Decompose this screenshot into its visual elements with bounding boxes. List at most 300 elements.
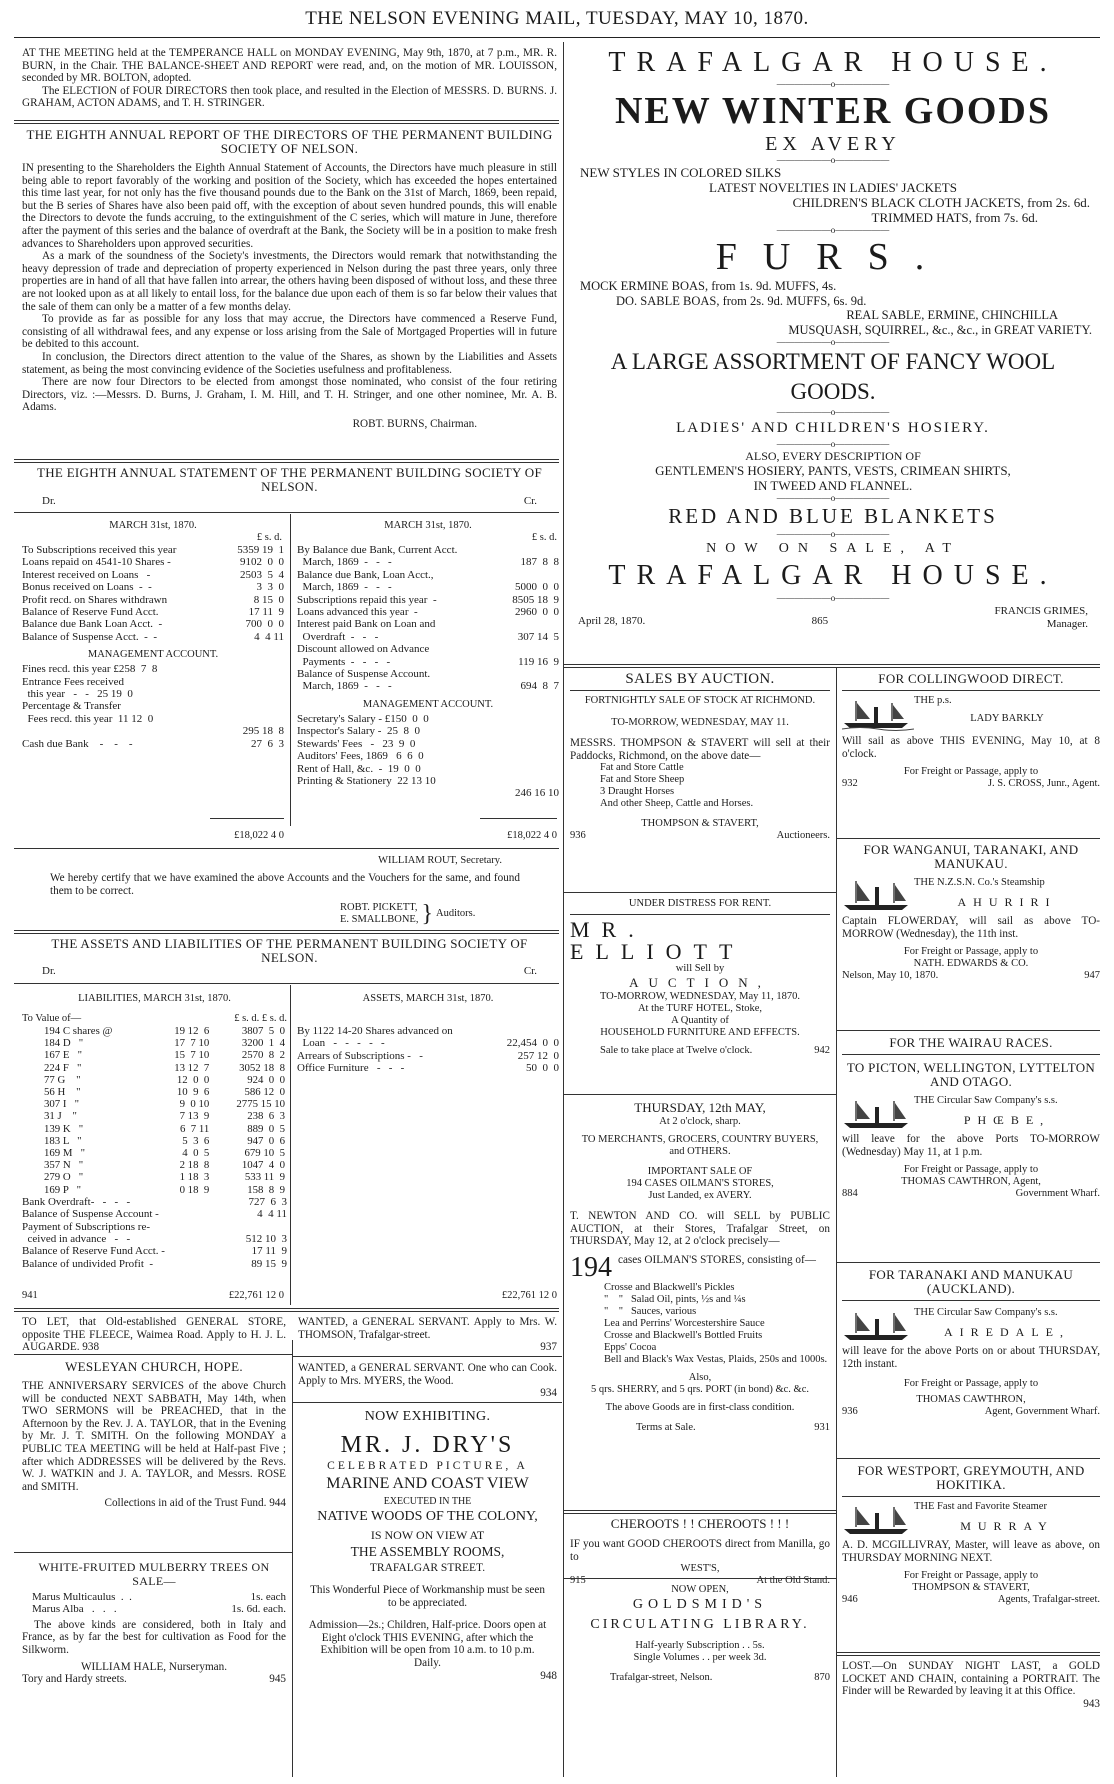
- trafalgar-date: April 28, 1870.: [578, 615, 646, 627]
- distress-sell: will Sell by: [675, 963, 725, 974]
- mulberry-num: 945: [269, 1673, 286, 1686]
- thursday-cond: The above Goods are in first-class condition.: [605, 1401, 795, 1413]
- ledger-label: Auditors' Fees, 1869 6 6 0: [297, 750, 424, 763]
- winter-line-2: LATEST NOVELTIES IN LADIES' JACKETS: [709, 180, 957, 195]
- distress-mr: MR. ELLIOTT: [570, 917, 745, 964]
- distress-ad: [570, 898, 830, 1057]
- wesleyan-foot: Collections in aid of the Trust Fund. 944: [104, 1497, 286, 1510]
- list-item: Bell and Black's Wax Vestas, Plaids, 250s and 1000s.: [604, 1353, 828, 1365]
- ledger-row: [22, 738, 284, 750]
- rule: [14, 1354, 292, 1355]
- shares-cell: 1047 4 0: [241, 1159, 285, 1172]
- meeting-text: AT THE MEETING held at the TEMPERANCE HALL on MONDAY EVENING, May 9th, 1870, at 7 p.m., MR. R. BURN, in the Chair. THE BALANCE-SHEET AND REPORT were read, and, on the motion of MR. LOUISSON, seconded by MR. BOLTON, adopted.: [22, 47, 557, 85]
- wesleyan-head: WESLEYAN CHURCH, HOPE.: [65, 1359, 243, 1374]
- shares-cell: 224 F ": [44, 1061, 82, 1074]
- shares-cell: 12 0 0: [176, 1073, 210, 1086]
- distress-when: TO-MORROW, WEDNESDAY, May 11, 1870.: [599, 991, 801, 1002]
- ledger-row: [22, 713, 284, 725]
- assets: [297, 993, 559, 1075]
- winter-goods: NEW WINTER GOODS: [614, 90, 1052, 132]
- auctioneers: Auctioneers.: [776, 830, 830, 842]
- distress-house: HOUSEHOLD FURNITURE AND EFFECTS.: [600, 1027, 800, 1038]
- wanted-ad-1: [298, 1316, 557, 1354]
- trafalgar-num: 865: [811, 615, 829, 627]
- ledger-amount: 2960 0 0: [515, 606, 559, 619]
- winter-line-1: NEW STYLES IN COLORED SILKS: [580, 165, 782, 180]
- shares-cell: 924 0 0: [247, 1073, 285, 1086]
- rule: [480, 818, 557, 819]
- shares-row: [22, 1086, 287, 1098]
- ledger-label: Balance of Reserve Fund Acct. -: [22, 1245, 165, 1258]
- collingwood-head: FOR COLLINGWOOD DIRECT.: [878, 671, 1064, 686]
- ledger-label: Rent of Hall, &c. - 19 0 0: [297, 762, 421, 775]
- steamer-icon: [842, 695, 914, 731]
- shares-cell: 169 P ": [44, 1183, 82, 1196]
- taranaki-ad: [842, 1268, 1100, 1418]
- rule: [210, 818, 284, 819]
- exhibit-exec: EXECUTED IN THE: [383, 1496, 472, 1507]
- ledger-amount: 4 4 11: [257, 1208, 287, 1221]
- exhibit-native: NATIVE WOODS OF THE COLONY,: [317, 1509, 538, 1524]
- ledger-row: [22, 544, 284, 556]
- statement-left-total: £18,022 4 0: [234, 830, 284, 841]
- shares-cell: 194 C shares @: [44, 1025, 113, 1037]
- thursday-landed: Just Landed, ex AVERY.: [648, 1190, 752, 1201]
- assets-head: ASSETS, MARCH 31st, 1870.: [362, 993, 494, 1004]
- collingwood-ad: [842, 672, 1100, 790]
- taranaki-text: will leave for the above Ports on or about THURSDAY, 12th instant.: [842, 1345, 1100, 1370]
- westport-name: MURRAY: [960, 1519, 1054, 1533]
- gents-hosiery: GENTLEMEN'S HOSIERY, PANTS, VESTS, CRIMEAN SHIRTS,: [655, 463, 1011, 478]
- liabilities-total: £22,761 12 0: [228, 1290, 284, 1301]
- ledger-label: March, 1869 - - -: [297, 680, 392, 693]
- exhibit-num: 948: [540, 1669, 557, 1682]
- statement-left: [22, 520, 284, 750]
- shares-cell: 0 18 9: [179, 1183, 210, 1196]
- report-p2: As a mark of the soundness of the Society's investments, the Directors would remark that notwithstanding the heavy depression of trade and depreciation of property experienced in Nelson during the past three years, only three properties are in hand of all that have fallen into arrear, the others having been disposed of without loss, and these three are not looked upon as at all likely to entail loss, for the balance due upon each of them is so far below their values that the sale of them can only be a matter of a few months delay.: [22, 250, 557, 313]
- rule: [14, 512, 559, 513]
- shares-row: [22, 1123, 287, 1135]
- ledger-amount: 2503 5 4: [240, 568, 284, 581]
- trafalgar-title: TRAFALGAR HOUSE.: [608, 47, 1058, 78]
- ledger-label: By 1122 14-20 Shares advanced on: [297, 1025, 453, 1037]
- shares-cell: 56 H ": [44, 1086, 81, 1099]
- ledger-row: [22, 1245, 287, 1257]
- wanganui-agent: NATH. EDWARDS & CO.: [913, 958, 1029, 970]
- ledger-amount: 5000 0 0: [515, 581, 559, 594]
- ledger-amount: 3 3 0: [256, 581, 284, 594]
- wanganui-date: Nelson, May 10, 1870.: [842, 970, 939, 982]
- ledger-row: [297, 569, 559, 581]
- mulberry-text: The above kinds are considered, both in Italy and France, as by far the best for cultivation as Food for the Silkworm.: [22, 1618, 286, 1656]
- ledger-label: Inspector's Salary - 25 8 0: [297, 725, 420, 738]
- ledger-label: Subscriptions repaid this year -: [297, 593, 437, 606]
- shares-cell: 6 7 11: [179, 1122, 210, 1135]
- ledger-label: Fees recd. this year 11 12 0: [22, 712, 154, 725]
- ledger-label: Balance of Suspense Account -: [22, 1208, 159, 1221]
- tweed-flannel: IN TWEED AND FLANNEL.: [753, 478, 913, 493]
- cheroots-wests: WEST'S,: [680, 1563, 720, 1575]
- ledger-row: [22, 1258, 287, 1270]
- colling-ps: THE p.s.: [914, 695, 952, 706]
- list-item: Crosse and Blackwell's Bottled Fruits: [604, 1329, 763, 1341]
- ledger-label: Fines recd. this year £258 7 8: [22, 663, 158, 676]
- ledger-amount: 512 10 3: [245, 1233, 287, 1246]
- thursday-time: At 2 o'clock, sharp.: [659, 1116, 741, 1127]
- rule: [563, 1094, 836, 1095]
- hosiery: LADIES' AND CHILDREN'S HOSIERY.: [676, 420, 990, 436]
- also-every: ALSO, EVERY DESCRIPTION OF: [745, 449, 921, 463]
- shares-cell: 3807 5 0: [241, 1025, 285, 1037]
- colling-num: 932: [842, 778, 858, 790]
- auditors-label: Auditors.: [436, 908, 476, 919]
- lsd-head: £ s. d.: [256, 532, 282, 543]
- furs-line-1: MOCK ERMINE BOAS, from 1s. 9d. MUFFS, 4s.: [580, 279, 837, 293]
- shares-cell: 947 0 6: [247, 1134, 285, 1147]
- exhibit-wonder: This Wonderful Piece of Workmanship must be seen to be appreciated.: [310, 1584, 545, 1609]
- distress-at: At the TURF HOTEL, Stoke,: [637, 1003, 763, 1014]
- auditors: ROBT. PICKETT, E. SMALLBONE, } Auditors.: [340, 901, 476, 927]
- ledger-amount: 89 15 9: [251, 1257, 287, 1270]
- shares-row: [22, 1147, 287, 1159]
- ledger-label: Profit recd. on Shares withdrawn: [22, 593, 168, 606]
- shares-row: [22, 1037, 287, 1049]
- furs-title: FURS.: [715, 236, 951, 278]
- ledger-row: [297, 775, 559, 787]
- ledger-row: [297, 581, 559, 593]
- shares-cell: 2 18 8: [179, 1159, 210, 1172]
- secretary: WILLIAM ROUT, Secretary.: [378, 855, 502, 866]
- westport-head: FOR WESTPORT, GREYMOUTH, AND HOKITIKA.: [857, 1463, 1085, 1492]
- thursday-num: 931: [814, 1421, 830, 1433]
- wesleyan-text: THE ANNIVERSARY SERVICES of the above Church will be conducted NEXT SABBATH, May 14th, when TWO SERMONS will be PREACHED, that in the Afternoon by the Rev. J. A. TAYLOR, that in the Evening by Mr. J. T. SMITH. On the following MONDAY a PUBLIC TEA MEETING will be held at Half-past Five ; after which ADDRESSES will be delivered by the Revs. W. J. WATKIN and J. A. TAYLOR, and Messrs. ROSE and SMITH.: [22, 1380, 286, 1493]
- ledger-label: Secretary's Salary - £150 0 0: [297, 712, 429, 725]
- ledger-row: [297, 618, 559, 630]
- distress-auction: AUCTION,: [629, 975, 771, 990]
- cheroots-num: 915: [570, 1575, 586, 1587]
- ledger-label: Interest paid Bank on Loan and: [297, 618, 436, 631]
- ornament: ——————o——————: [776, 155, 890, 165]
- list-item: Fat and Store Cattle: [600, 762, 684, 774]
- westport-freight: For Freight or Passage, apply to: [903, 1570, 1039, 1582]
- ornament: ——————o——————: [776, 79, 890, 89]
- ledger-row: [297, 656, 559, 668]
- ledger-label: By Balance due Bank, Current Acct.: [297, 544, 458, 556]
- list-item: And other Sheep, Cattle and Horses.: [600, 798, 754, 810]
- ledger-amount: 295 18 8: [242, 725, 284, 738]
- ledger-label: ceived in advance - -: [22, 1233, 131, 1246]
- ledger-label: Discount allowed on Advance: [297, 643, 430, 656]
- rule: [563, 1578, 836, 1579]
- statement-dr: Dr.: [42, 495, 56, 507]
- ledger-row: [22, 1221, 287, 1233]
- statement-left-head: MARCH 31st, 1870.: [109, 520, 197, 531]
- ledger-label: March, 1869 - - -: [297, 556, 392, 569]
- ledger-label: Bank Overdraft- - - -: [22, 1195, 131, 1208]
- ledger-row: [297, 668, 559, 680]
- ledger-label: Loans repaid on 4541-10 Shares -: [22, 556, 171, 569]
- auction-num: 936: [570, 830, 586, 842]
- taranaki-freight: For Freight or Passage, apply to: [903, 1378, 1039, 1390]
- ledger-label: Bonus received on Loans - -: [22, 581, 152, 594]
- report-p1: IN presenting to the Shareholders the Eighth Annual Statement of Accounts, the Directors have much pleasure in still being able to report favorably of the working and position of the Society, which has exceeded the hopes entertained this time last year, for not only has the five thousand pounds due to the Bank on the 31st of March, 1869, been repaid, but the B series of Shares have also been paid off, with the exception of about seven hundred pounds, this will enable the Directors to devote the funds accruing, to the extinguishment of the C series, which will mature in June, therefore after the payment of this series and the balance of overdraft at the Bank, the Society will be in a position to make fresh advances to Shareholders upon approved securities.: [22, 162, 557, 250]
- thursday-also: Also,: [688, 1371, 712, 1383]
- shares-cell: 279 O ": [44, 1171, 84, 1184]
- assets-title: THE ASSETS AND LIABILITIES OF THE PERMANENT BUILDING SOCIETY OF NELSON.: [51, 936, 528, 965]
- ledger-label: Balance of Suspense Acct. - -: [22, 630, 158, 643]
- wanganui-freight: For Freight or Passage, apply to: [903, 946, 1039, 958]
- wanganui-ship: THE N.Z.S.N. Co.'s Steamship: [914, 877, 1045, 888]
- ledger-row: [22, 556, 284, 568]
- library-num: 870: [814, 1672, 830, 1683]
- ledger-label: Percentage & Transfer: [22, 700, 121, 713]
- shares-cell: 533 11 9: [244, 1171, 285, 1184]
- rule: [14, 1552, 292, 1553]
- ledger-amount: 694 8 7: [520, 680, 559, 693]
- taranaki-ship: THE Circular Saw Company's s.s.: [914, 1307, 1058, 1318]
- liabilities-head: LIABILITIES, MARCH 31st, 1870.: [78, 993, 231, 1004]
- ledger-row: [22, 594, 284, 606]
- ledger-label: Stewards' Fees - 23 9 0: [297, 737, 416, 750]
- thursday-cases-2: cases OILMAN'S STORES, consisting of—: [618, 1253, 816, 1266]
- wanted-1-text: WANTED, a GENERAL SERVANT. Apply to Mrs. W. THOMSON, Trafalgar-street.: [298, 1316, 557, 1341]
- now-on-sale: NOW ON SALE, AT: [706, 541, 960, 556]
- colling-name: LADY BARKLY: [970, 713, 1044, 724]
- ledger-row: [297, 556, 559, 568]
- column-divider: [836, 668, 837, 1777]
- mulberry-addr: Tory and Hardy streets.: [22, 1673, 127, 1686]
- list-item: Fat and Store Sheep: [600, 774, 685, 786]
- westport-text: A. D. MCGILLIVRAY, Master, will leave as above, on THURSDAY MORNING NEXT.: [842, 1539, 1100, 1564]
- colling-freight: For Freight or Passage, apply to: [903, 766, 1039, 778]
- ledger-amount: 700 0 0: [245, 618, 284, 631]
- ledger-row: [22, 606, 284, 618]
- ledger-row: [297, 544, 559, 556]
- ledger-label: March, 1869 - - -: [297, 581, 392, 594]
- ornament: ——————o——————: [776, 493, 890, 503]
- exhibit-celeb: CELEBRATED PICTURE, A: [327, 1460, 528, 1472]
- ledger-amount: 1s. each: [250, 1591, 286, 1603]
- rule: [292, 1356, 562, 1357]
- ledger-amount: 9102 0 0: [240, 556, 284, 569]
- report-title: THE EIGHTH ANNUAL REPORT OF THE DIRECTORS OF THE PERMANENT BUILDING SOCIETY OF NELSON.: [26, 127, 553, 156]
- list-item: 3 Draught Horses: [600, 786, 675, 798]
- westport-num: 946: [842, 1594, 858, 1606]
- column-divider: [563, 42, 564, 1777]
- winter-line-3: CHILDREN'S BLACK CLOTH JACKETS, from 2s. 6d.: [792, 195, 1090, 210]
- thursday-ad: [570, 1100, 830, 1434]
- wanganui-text: Captain FLOWERDAY, will sail as above TO-MORROW (Wednesday), the 11th inst.: [842, 915, 1100, 940]
- ledger-label: Arrears of Subscriptions - -: [297, 1049, 423, 1062]
- ledger-amount: 8505 18 9: [512, 593, 559, 606]
- rule: [563, 664, 1100, 668]
- ledger-row: [297, 606, 559, 618]
- shares-row: [22, 1159, 287, 1171]
- auction-messrs: MESSRS. THOMPSON & STAVERT will sell at their Paddocks, Richmond, on the above date—: [570, 737, 830, 762]
- liabilities: [22, 993, 287, 1270]
- ledger-label: Balance due Bank Loan Acct. -: [22, 618, 163, 631]
- ledger-label: Office Furniture - - -: [297, 1062, 405, 1075]
- rule: [836, 1458, 1100, 1459]
- library-street: Trafalgar-street, Nelson.: [610, 1672, 713, 1683]
- ledger-row: [297, 750, 559, 762]
- ledger-row: [32, 1603, 286, 1615]
- shares-cell: 307 I ": [44, 1098, 79, 1111]
- ledger-row: [22, 1208, 287, 1220]
- ledger-row: [32, 1591, 286, 1603]
- taranaki-wharf: Agent, Government Wharf.: [984, 1406, 1100, 1418]
- assets-cr: Cr.: [523, 965, 537, 977]
- ledger-amount: 4 4 11: [254, 630, 284, 643]
- mulberry-head: WHITE-FRUITED MULBERRY TREES ON SALE—: [38, 1560, 270, 1588]
- list-item: " " Salad Oil, pints, ½s and ¼s: [604, 1293, 746, 1305]
- wairau-ad: [842, 1036, 1100, 1200]
- winter-line-4: TRIMMED HATS, from 7s. 6d.: [871, 210, 1038, 225]
- ledger-amount: 119 16 9: [518, 655, 559, 668]
- shares-table: [22, 1025, 287, 1196]
- shares-cell: 3200 1 4: [241, 1037, 285, 1050]
- steamer-icon: [842, 1501, 914, 1537]
- ledger-row: [22, 700, 284, 712]
- mulberry-sign: WILLIAM HALE, Nurseryman.: [80, 1660, 228, 1673]
- steamship-icon: [842, 1095, 914, 1131]
- auditor-1: ROBT. PICKETT,: [340, 902, 418, 913]
- thursday-imp: IMPORTANT SALE OF: [647, 1166, 753, 1177]
- shares-row: [22, 1098, 287, 1110]
- wanted-2-text: WANTED, a GENERAL SERVANT. One who can Cook. Apply to Mrs. MYERS, the Wood.: [298, 1362, 557, 1387]
- shares-cell: 169 M ": [44, 1147, 85, 1160]
- ornament: ——————o——————: [776, 225, 890, 235]
- wairau-num: 884: [842, 1188, 858, 1200]
- ledger-label: Balance of Reserve Fund Acct.: [22, 606, 159, 619]
- ledger-amount: 246 16 10: [515, 787, 559, 800]
- auction-tomorrow: TO-MORROW, WEDNESDAY, MAY 11.: [611, 717, 789, 728]
- trafalgar-title-2: TRAFALGAR HOUSE.: [608, 560, 1058, 591]
- ledger-label: Marus Alba . . .: [32, 1603, 117, 1616]
- rule: [14, 848, 559, 849]
- thursday-head: THURSDAY, 12th MAY,: [634, 1100, 766, 1115]
- distress-qty: A Quantity of: [671, 1015, 729, 1026]
- list-item: Crosse and Blackwell's Pickles: [604, 1281, 735, 1293]
- assets-total: £22,761 12 0: [501, 1290, 557, 1301]
- blankets: RED AND BLUE BLANKETS: [668, 504, 998, 528]
- shares-cell: 10 9 6: [176, 1086, 210, 1099]
- shares-cell: 77 G ": [44, 1073, 81, 1086]
- westport-agent: THOMPSON & STAVERT,: [912, 1582, 1030, 1594]
- table-divider: [290, 985, 291, 1305]
- distress-head: UNDER DISTRESS FOR RENT.: [628, 898, 772, 909]
- shares-cell: 13 12 7: [174, 1061, 210, 1074]
- statement-right-total: £18,022 4 0: [507, 830, 557, 841]
- list-item: Epps' Cocoa: [604, 1341, 657, 1353]
- ledger-row: [22, 618, 284, 630]
- furs-line-2: DO. SABLE BOAS, from 2s. 9d. MUFFS, 6s. 9d.: [616, 293, 867, 308]
- ledger-label: Interest received on Loans -: [22, 568, 151, 581]
- rule: [836, 838, 1100, 839]
- ledger-amount: 307 14 5: [517, 630, 559, 643]
- wairau-head: FOR THE WAIRAU RACES.: [889, 1035, 1053, 1050]
- annual-report: [22, 128, 557, 430]
- westport-street: Agents, Trafalgar-street.: [997, 1594, 1100, 1606]
- shares-cell: 679 10 5: [244, 1147, 285, 1160]
- rule: [14, 1308, 559, 1312]
- ledger-row: [297, 738, 559, 750]
- wool-goods: A LARGE ASSORTMENT OF FANCY WOOL GOODS.: [610, 349, 1056, 404]
- wanganui-head: FOR WANGANUI, TARANAKI, AND MANUKAU.: [863, 842, 1079, 871]
- taranaki-head: FOR TARANAKI AND MANUKAU (AUCKLAND).: [868, 1267, 1074, 1296]
- ledger-row: [22, 676, 284, 688]
- shares-cell: 2775 15 10: [236, 1098, 285, 1111]
- shares-cell: 184 D ": [44, 1037, 84, 1050]
- lost-num: 943: [1083, 1697, 1100, 1710]
- shares-row: [22, 1171, 287, 1183]
- ledger-row: [297, 631, 559, 643]
- list-item: " " Sauces, various: [604, 1305, 697, 1317]
- library-sub: Half-yearly Subscription . . 5s.: [635, 1640, 765, 1651]
- thursday-to: TO MERCHANTS, GROCERS, COUNTRY BUYERS, and OTHERS.: [581, 1134, 819, 1157]
- ledger-label: Balance of undivided Profit -: [22, 1257, 154, 1270]
- rule: [14, 930, 559, 934]
- wairau-ship: THE Circular Saw Company's s.s.: [914, 1095, 1058, 1106]
- ledger-amount: 22,454 0 0: [506, 1037, 559, 1050]
- rule: [563, 892, 836, 893]
- masthead-rule: [14, 37, 1100, 38]
- wairau-agent: THOMAS CAWTHRON, Agent,: [901, 1176, 1041, 1188]
- taranaki-name: AIREDALE,: [944, 1325, 1070, 1339]
- shares-cell: 15 7 10: [174, 1049, 210, 1062]
- rule: [14, 459, 559, 463]
- shares-row: [22, 1135, 287, 1147]
- ledger-label: Marus Multicaulus . .: [32, 1591, 132, 1603]
- steamship-icon: [842, 1307, 914, 1343]
- thursday-sherry: 5 qrs. SHERRY, and 5 qrs. PORT (in bond) &c. &c.: [590, 1383, 810, 1395]
- shares-cell: 183 L ": [44, 1134, 82, 1147]
- annual-statement: [22, 466, 557, 507]
- shares-row: [22, 1062, 287, 1074]
- ledger-amount: 50 0 0: [526, 1062, 559, 1075]
- mgmt-right-head: MANAGEMENT ACCOUNT.: [362, 698, 494, 710]
- ornament: ——————o——————: [776, 593, 890, 603]
- cheroots-ad: [570, 1516, 830, 1587]
- furs-line-4: MUSQUASH, SQUIRREL, &c., &c., in GREAT VARIETY.: [788, 322, 1092, 337]
- rule: [836, 1262, 1100, 1263]
- taranaki-num: 936: [842, 1406, 858, 1418]
- lost-text: LOST.—On SUNDAY NIGHT LAST, a GOLD LOCKET AND CHAIN, containing a PORTRAIT. The Finder will be Rewarded by leaving it at this Office.: [842, 1660, 1100, 1698]
- wanted-1-num: 937: [540, 1341, 557, 1354]
- rule: [14, 120, 559, 124]
- wairau-freight: For Freight or Passage, apply to: [903, 1164, 1039, 1176]
- ledger-label: Overdraft - - -: [297, 630, 379, 643]
- ledger-row: [22, 581, 284, 593]
- statement-title: THE EIGHTH ANNUAL STATEMENT OF THE PERMANENT BUILDING SOCIETY OF NELSON.: [36, 465, 543, 494]
- shares-cell: 158 8 9: [247, 1183, 285, 1196]
- ledger-label: Printing & Stationery 22 13 10: [297, 774, 436, 787]
- library-gold: GOLDSMID'S: [632, 1597, 768, 1612]
- statement-right: [297, 520, 559, 800]
- shares-cell: 2570 8 2: [241, 1049, 285, 1062]
- ledger-amount: 187 8 8: [520, 556, 559, 569]
- ornament: ——————o——————: [776, 439, 890, 449]
- report-p4: In conclusion, the Directors direct attention to the value of the Shares, as shown by the Liabilities and Assets statement, as being the most convincing evidence of the Societies usefulness and profitableness.: [22, 350, 557, 376]
- shares-cell: 889 0 5: [247, 1122, 285, 1135]
- westport-ship: THE Fast and Favorite Steamer: [914, 1501, 1047, 1512]
- wanganui-ad: [842, 843, 1100, 982]
- ledger-label: this year - - 25 19 0: [22, 688, 133, 701]
- statement-right-head: MARCH 31st, 1870.: [384, 520, 472, 531]
- ledger-label: Balance due Bank, Loan Acct.,: [297, 568, 434, 581]
- ledger-row: [22, 688, 284, 700]
- trafalgar-ad: [568, 47, 1098, 631]
